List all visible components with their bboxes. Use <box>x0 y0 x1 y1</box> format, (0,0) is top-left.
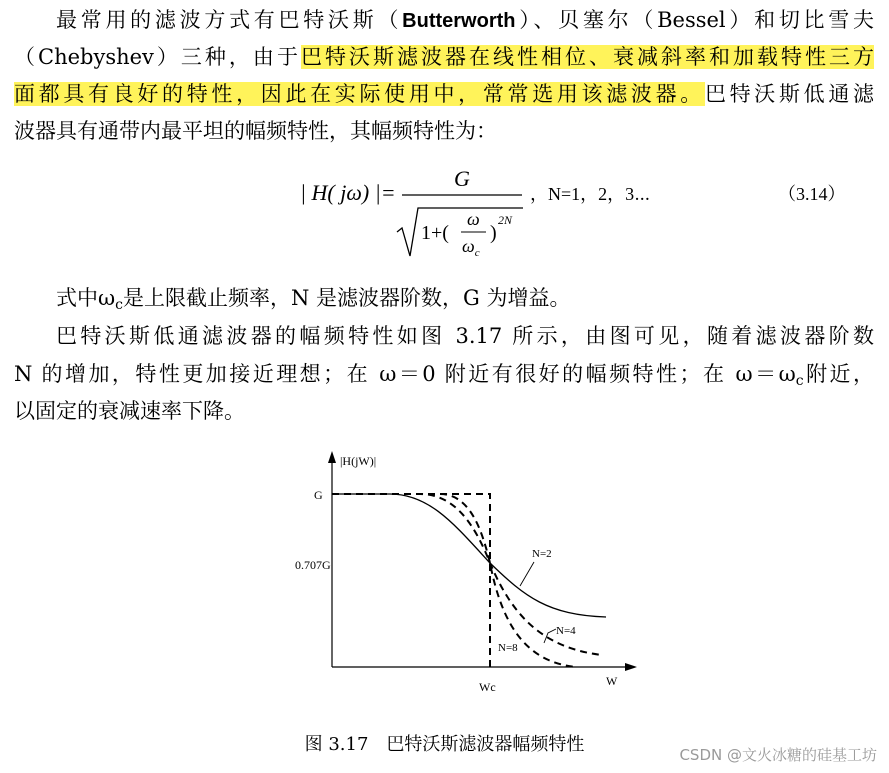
formula-close-paren: ) <box>490 222 497 244</box>
formula-exponent: 2N <box>498 213 513 227</box>
g-label: G <box>314 488 323 502</box>
text-span: 以固定的衰减速率下降。 <box>14 399 245 423</box>
subscript: c <box>795 373 804 389</box>
x-axis-arrow <box>625 663 637 671</box>
subscript-c: c <box>474 247 480 259</box>
text-span: 最常用的滤波方式有巴特沃斯（ <box>56 8 403 32</box>
curve-n8 <box>332 494 576 667</box>
text-span: 是上限截止频率，N 是滤波器阶数，G 为增益。 <box>122 286 571 310</box>
label-n2: N=2 <box>532 548 552 560</box>
formula-lhs: | H( jω) |= <box>300 180 396 205</box>
paragraph1-line1 <box>14 3 874 37</box>
paragraph1-line2 <box>14 40 874 74</box>
paragraph2-line <box>14 281 874 315</box>
figure-caption: 图 3.17 巴特沃斯滤波器幅频特性 <box>304 734 585 755</box>
text-span: 附近， <box>803 362 874 386</box>
watermark: CSDN @文火冰糖的硅基工坊 <box>679 746 877 764</box>
text-span: 巴特沃斯低通滤 <box>704 82 875 106</box>
paragraph3-line2 <box>14 357 874 391</box>
formula-condition: ，N=1，2，3⋯ <box>530 184 651 204</box>
paragraph3-line1 <box>14 319 874 353</box>
cutoff-label: Wc <box>479 680 496 694</box>
arrow-n2 <box>520 562 534 586</box>
paragraph3-line3 <box>14 394 874 428</box>
formula-one-plus: 1+( <box>421 222 449 244</box>
curve-n2 <box>332 494 606 617</box>
text-span: （Chebyshev）三种，由于 <box>14 45 301 69</box>
highlighted-text: 巴特沃斯滤波器在线性相位、衰减斜率和加载特性三方 <box>300 45 875 69</box>
x-axis-label: W <box>606 674 618 688</box>
formula-omega: ω <box>467 209 480 229</box>
equation-number: （3.14） <box>778 184 846 204</box>
subscript: c <box>115 297 123 313</box>
text-span: 巴特沃斯低通滤波器的幅频特性如图 3.17 所示，由图可见，随着滤波器阶数 <box>56 324 874 348</box>
paragraph1-line3 <box>14 77 874 111</box>
omega: ω <box>462 236 475 256</box>
y-axis-arrow <box>328 451 336 463</box>
y-axis-label: |H(jW)| <box>340 454 377 468</box>
text-span: N 的增加，特性更加接近理想；在 ω＝0 附近有很好的幅频特性；在 ω＝ω <box>14 362 796 386</box>
butterworth-term: Butterworth <box>402 10 516 32</box>
arrow-n4 <box>544 629 556 643</box>
ideal-response-curve <box>332 494 490 667</box>
text-span: 式中ω <box>56 286 116 310</box>
paragraph1-line4 <box>14 114 874 148</box>
half-power-label: 0.707G <box>295 558 331 572</box>
formula-numerator: G <box>454 166 470 191</box>
butterworth-response-figure <box>280 445 640 705</box>
highlighted-text: 面都具有良好的特性，因此在实际使用中，常常选用该滤波器。 <box>14 82 705 106</box>
text-span: 波器具有通带内最平坦的幅频特性，其幅频特性为： <box>14 119 497 143</box>
label-n4: N=4 <box>556 625 576 637</box>
label-n8: N=8 <box>498 642 518 654</box>
butterworth-formula <box>290 160 870 270</box>
text-span: ）、贝塞尔（Bessel）和切比雪夫 <box>515 8 874 32</box>
formula-omega-c <box>462 236 480 259</box>
